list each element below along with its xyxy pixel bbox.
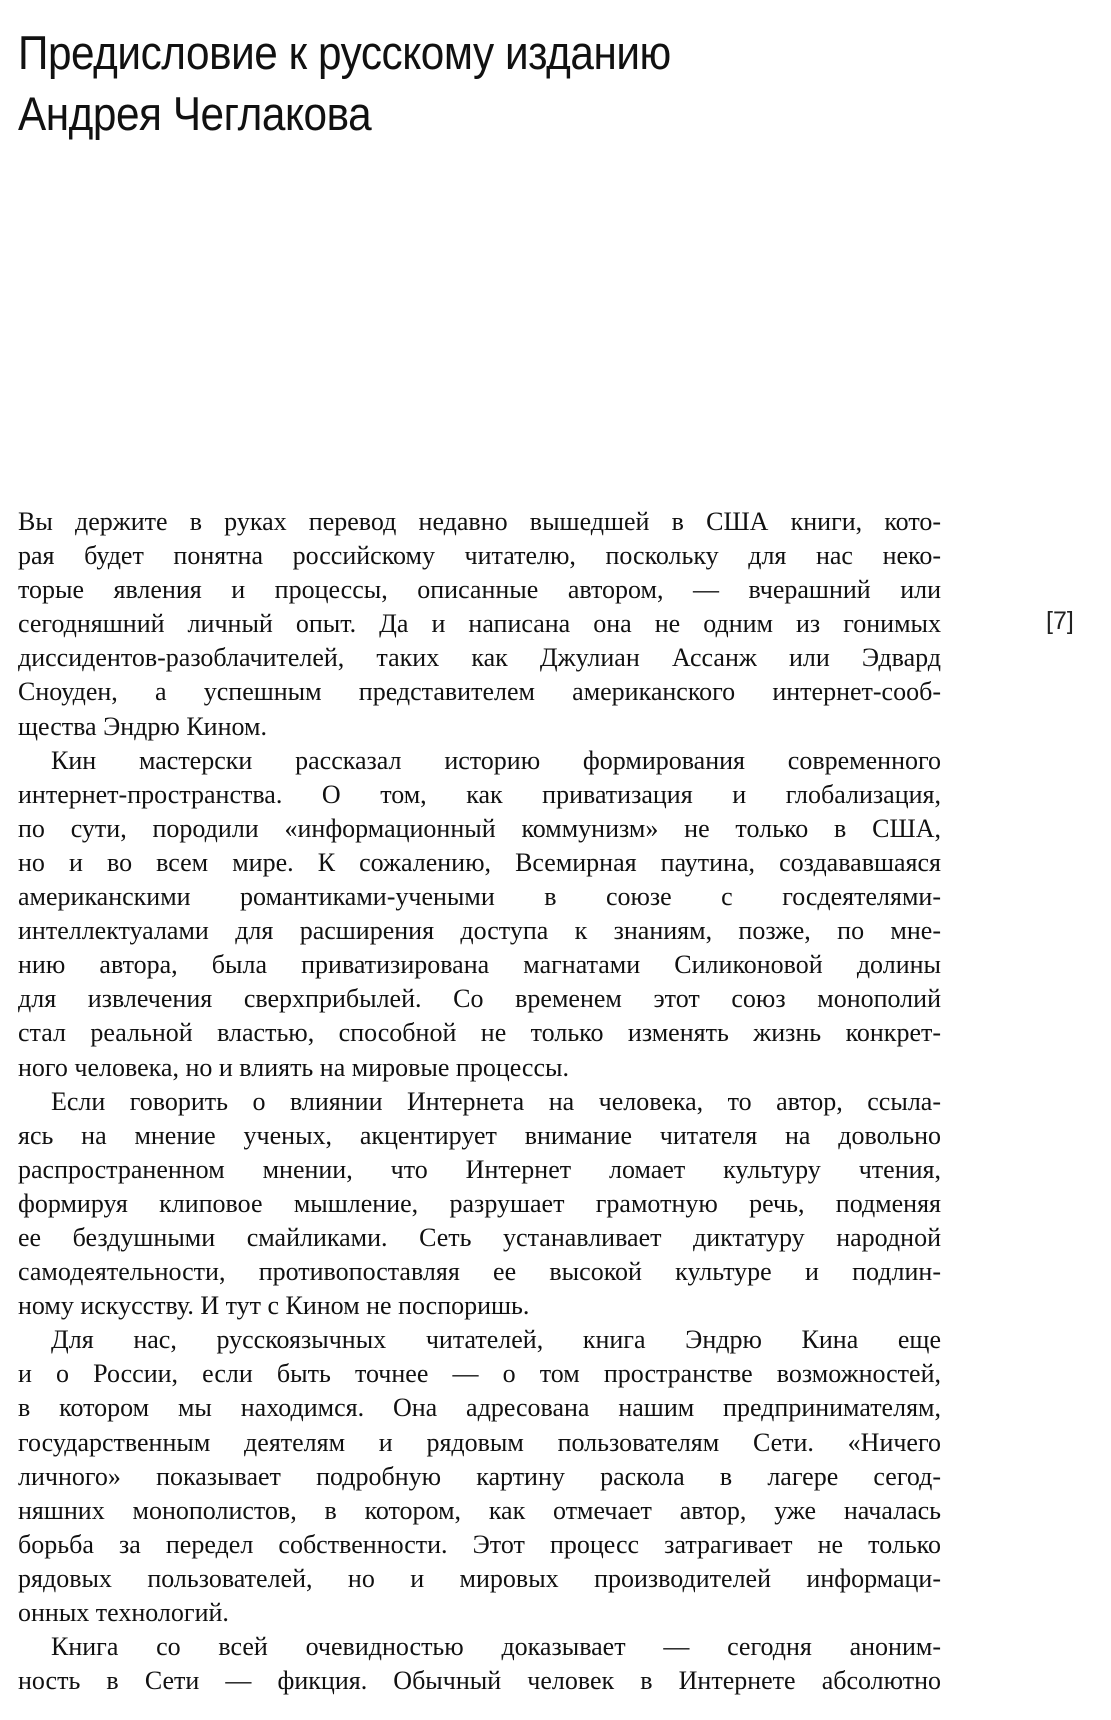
text-line: сегодняшний личный опыт. Да и написана она не одним из гонимых bbox=[18, 609, 941, 639]
page-number: [7] bbox=[1046, 607, 1074, 635]
text-line: ного человека, но и влиять на мировые процессы. bbox=[18, 1052, 569, 1082]
text-line: государственным деятелям и рядовым пользователям Сети. «Ничего bbox=[18, 1427, 941, 1457]
text-line: ному искусству. И тут с Кином не поспоришь. bbox=[18, 1291, 530, 1321]
text-line: Сноуден, а успешным представителем американского интернет-сооб- bbox=[18, 677, 941, 707]
text-line: по сути, породили «информационный коммунизм» не только в США, bbox=[18, 813, 941, 843]
paragraph-4 bbox=[18, 1323, 941, 1630]
paragraph-2 bbox=[18, 744, 941, 1085]
paragraph-5 bbox=[18, 1630, 941, 1698]
text-line: самодеятельности, противопоставляя ее высокой культуре и подлин- bbox=[18, 1257, 941, 1287]
text-line: нию автора, была приватизирована магнатами Силиконовой долины bbox=[18, 950, 941, 980]
paragraph-1 bbox=[18, 505, 941, 744]
text-line: Кин мастерски рассказал историю формирования современного bbox=[51, 745, 941, 775]
text-line: ее бездушными смайликами. Сеть устанавливает диктатуру народной bbox=[18, 1222, 941, 1252]
text-line: щества Эндрю Кином. bbox=[18, 711, 267, 741]
text-line: Для нас, русскоязычных читателей, книга Эндрю Кина еще bbox=[51, 1325, 941, 1355]
text-line: Если говорить о влиянии Интернета на человека, то автор, ссыла- bbox=[51, 1086, 941, 1116]
text-line: рядовых пользователей, но и мировых производителей информаци- bbox=[18, 1563, 941, 1593]
text-line: интеллектуалами для расширения доступа к знаниям, позже, по мне- bbox=[18, 916, 941, 946]
text-line: борьба за передел собственности. Этот процесс затрагивает не только bbox=[18, 1529, 941, 1559]
text-line: ность в Сети — фикция. Обычный человек в Интернете абсолютно bbox=[18, 1666, 941, 1696]
chapter-title-line-1: Предисловие к русскому изданию bbox=[18, 26, 671, 79]
paragraph-3 bbox=[18, 1085, 941, 1324]
text-line: в котором мы находимся. Она адресована нашим предпринимателям, bbox=[18, 1393, 941, 1423]
text-line: няшних монополистов, в котором, как отмечает автор, уже началась bbox=[18, 1495, 941, 1525]
text-line: для извлечения сверхприбылей. Со временем этот союз монополий bbox=[18, 984, 941, 1014]
text-line: диссидентов-разоблачителей, таких как Джулиан Ассанж или Эдвард bbox=[18, 643, 941, 673]
text-line: рая будет понятна российскому читателю, поскольку для нас неко- bbox=[18, 541, 941, 571]
body-text bbox=[18, 505, 941, 1698]
text-line: но и во всем мире. К сожалению, Всемирная паутина, создававшаяся bbox=[18, 847, 941, 877]
text-line: стал реальной властью, способной не только изменять жизнь конкрет- bbox=[18, 1018, 941, 1048]
text-line: торые явления и процессы, описанные автором, — вчерашний или bbox=[18, 575, 941, 605]
text-line: и о России, если быть точнее — о том пространстве возможностей, bbox=[18, 1359, 941, 1389]
text-line: Книга со всей очевидностью доказывает — сегодня аноним- bbox=[51, 1632, 941, 1662]
text-line: распространенном мнении, что Интернет ломает культуру чтения, bbox=[18, 1154, 941, 1184]
text-line: онных технологий. bbox=[18, 1598, 229, 1627]
chapter-title-line-2: Андрея Чеглакова bbox=[18, 87, 372, 140]
text-line: ясь на мнение ученых, акцентирует внимание читателя на довольно bbox=[18, 1120, 941, 1150]
text-line: личного» показывает подробную картину раскола в лагере сегод- bbox=[18, 1461, 941, 1491]
text-line: интернет-пространства. О том, как приватизация и глобализация, bbox=[18, 779, 941, 809]
chapter-title bbox=[18, 22, 810, 144]
text-line: формируя клиповое мышление, разрушает грамотную речь, подменяя bbox=[18, 1188, 941, 1218]
text-line: американскими романтиками-учеными в союзе с госдеятелями- bbox=[18, 882, 941, 912]
text-line: Вы держите в руках перевод недавно вышедшей в США книги, кото- bbox=[18, 507, 941, 536]
